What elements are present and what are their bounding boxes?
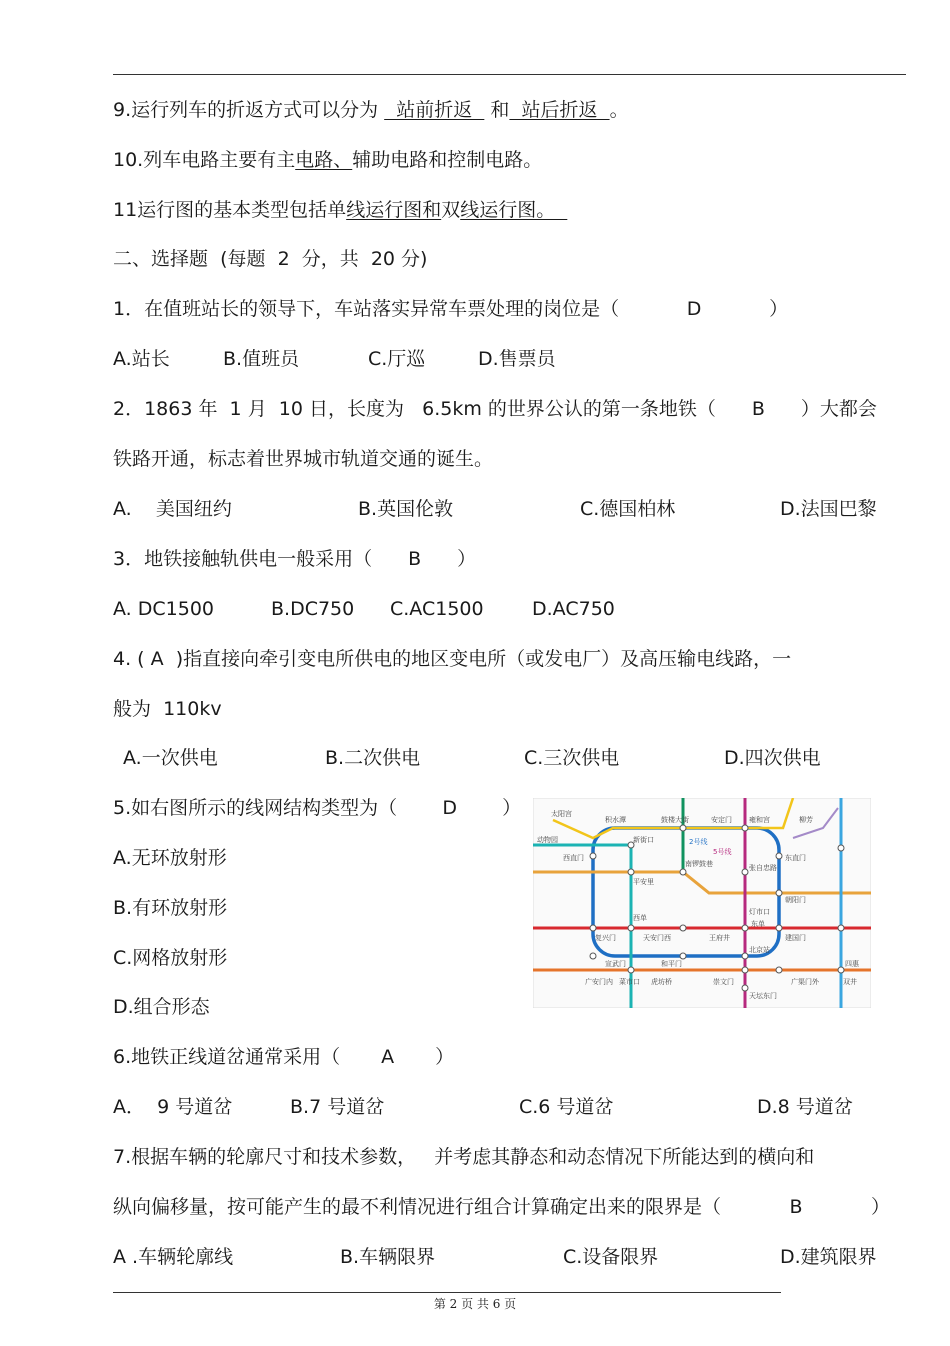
answer-blank: 线运行图和 (346, 199, 442, 221)
fill-question-11 (113, 198, 567, 222)
answer-blank: 电路、 (295, 149, 353, 171)
option-d: D.8 号道岔 (757, 1096, 853, 1118)
question-7-cont (113, 1195, 890, 1219)
question-text: )指直接向牵引变电所供电的地区变电所（或发电厂）及高压输电线路，一 (163, 648, 792, 670)
option-c: C.德国柏林 (580, 498, 676, 520)
question-text: ）大都会 (800, 398, 877, 420)
answer-letter: D (686, 298, 702, 320)
option-d: D.售票员 (478, 348, 556, 370)
option-a: A.一次供电 (123, 747, 218, 769)
question-text: 和 (484, 99, 510, 121)
question-2-cont: 铁路开通，标志着世界城市轨道交通的诞生。 (113, 448, 494, 470)
question-text: 4. ( (113, 648, 151, 670)
page-footer: 第 2 页 共 6 页 (433, 1297, 517, 1311)
option-b: B.车辆限界 (340, 1246, 436, 1268)
option-a: A.无环放射形 (113, 847, 227, 869)
question-text: 。 (609, 99, 629, 121)
question-6 (113, 1045, 454, 1069)
top-rule (113, 74, 906, 75)
question-text: ） (457, 548, 477, 570)
station-label: 积水潭 (605, 816, 626, 824)
station-label: 复兴门 (595, 934, 616, 942)
station-label: 2号线 (689, 838, 708, 846)
question-5 (113, 796, 521, 820)
question-text: 10.列车电路主要有主 (113, 149, 296, 171)
section-title: 二、选择题 (每题 2 分，共 20 分) (113, 248, 428, 270)
station-label: 西单 (633, 914, 647, 922)
fill-question-10 (113, 148, 542, 172)
option-a: A .车辆轮廓线 (113, 1246, 234, 1268)
option-c: C.三次供电 (524, 747, 620, 769)
station-label: 双井 (843, 978, 857, 986)
option-d: D.建筑限界 (780, 1246, 877, 1268)
option-a: A.站长 (113, 348, 170, 370)
station-label: 王府井 (709, 934, 730, 942)
answer-letter: B (789, 1196, 803, 1218)
question-text: 9.运行列车的折返方式可以分为 (113, 99, 385, 121)
option-c: C.AC1500 (390, 598, 484, 620)
question-text: 2．1863 年 1 月 10 日，长度为 6.5km 的世界公认的第一条地铁（ (113, 398, 716, 420)
fill-question-9 (113, 98, 629, 122)
question-text: 11运行图的基本类型包括单 (113, 199, 347, 221)
question-4-cont: 般为 110kv (113, 698, 222, 720)
station-label: 崇文门 (713, 978, 734, 986)
option-b: B.有环放射形 (113, 897, 228, 919)
question-text: ） (435, 1046, 455, 1068)
station-label: 动物园 (537, 836, 558, 844)
station-label: 广渠门外 (791, 978, 819, 986)
question-text: 1．在值班站长的领导下，车站落实异常车票处理的岗位是（ (113, 298, 620, 320)
answer-letter: A (150, 648, 164, 670)
station-label: 西直门 (563, 854, 584, 862)
question-text: ） (502, 797, 522, 819)
option-d: D.法国巴黎 (780, 498, 877, 520)
station-label: 天安门西 (643, 934, 671, 942)
question-3 (113, 547, 476, 571)
answer-letter: A (381, 1046, 395, 1068)
option-b: B.值班员 (223, 348, 300, 370)
station-label: 北京站 (749, 946, 770, 954)
station-label: 朝阳门 (785, 896, 806, 904)
option-c: C.设备限界 (563, 1246, 659, 1268)
station-label: 四惠 (845, 960, 859, 968)
station-label: 太阳宫 (551, 810, 572, 818)
station-label: 雍和宫 (749, 816, 770, 824)
question-text: 3．地铁接触轨供电一般采用（ (113, 548, 373, 570)
station-label: 张自忠路 (749, 864, 777, 872)
option-a: A. DC1500 (113, 598, 214, 620)
answer-blank: 站前折返 (384, 99, 485, 121)
option-b: B.英国伦敦 (358, 498, 454, 520)
station-label: 柳芳 (799, 816, 813, 824)
station-label: 灯市口 (749, 908, 770, 916)
question-text: 纵向偏移量，按可能产生的最不利情况进行组合计算确定出来的限界是（ (113, 1196, 722, 1218)
question-text: 6.地铁正线道岔通常采用（ (113, 1046, 341, 1068)
station-label: 安定门 (711, 816, 732, 824)
station-label: 东直门 (785, 854, 806, 862)
question-text: ） (769, 298, 789, 320)
question-text: 辅助电路和控制电路。 (352, 149, 543, 171)
station-label: 建国门 (785, 934, 806, 942)
station-label: 平安里 (633, 878, 654, 886)
question-text: 5.如右图所示的线网结构类型为（ (113, 797, 398, 819)
option-d: D.AC750 (532, 598, 615, 620)
question-1 (113, 297, 788, 321)
option-c: C.厅巡 (368, 348, 426, 370)
bottom-rule (113, 1292, 781, 1293)
answer-letter: D (442, 797, 457, 819)
question-2 (113, 397, 877, 421)
station-label: 东单 (751, 920, 765, 928)
station-label: 宣武门 (605, 960, 626, 968)
question-text: 双 (441, 199, 461, 221)
question-4 (113, 647, 791, 671)
question-text: ） (871, 1196, 891, 1218)
subway-map-figure (533, 798, 871, 1008)
station-label: 南锣鼓巷 (685, 860, 713, 868)
option-d: D.组合形态 (113, 996, 210, 1018)
option-b: B.7 号道岔 (290, 1096, 385, 1118)
station-label: 和平门 (661, 960, 682, 968)
option-d: D.四次供电 (724, 747, 821, 769)
option-a: A. 美国纽约 (113, 498, 232, 520)
station-label: 5号线 (713, 848, 732, 856)
answer-letter: B (408, 548, 422, 570)
station-label: 广安门内 (585, 978, 613, 986)
option-b: B.DC750 (271, 598, 355, 620)
station-label: 虎坊桥 (651, 978, 672, 986)
option-c: C.6 号道岔 (519, 1096, 614, 1118)
question-7: 7.根据车辆的轮廓尺寸和技术参数， 并考虑其静态和动态情况下所能达到的横向和 (113, 1146, 815, 1168)
option-c: C.网格放射形 (113, 947, 228, 969)
answer-blank: 站后折返 (509, 99, 610, 121)
station-label: 菜市口 (619, 978, 640, 986)
answer-blank: 线运行图。 (460, 199, 568, 221)
station-label: 天坛东门 (749, 992, 777, 1000)
answer-letter: B (751, 398, 765, 420)
option-a: A． 9 号道岔 (113, 1096, 233, 1118)
station-label: 鼓楼大街 (661, 816, 689, 824)
station-label: 新街口 (633, 836, 654, 844)
option-b: B.二次供电 (325, 747, 421, 769)
